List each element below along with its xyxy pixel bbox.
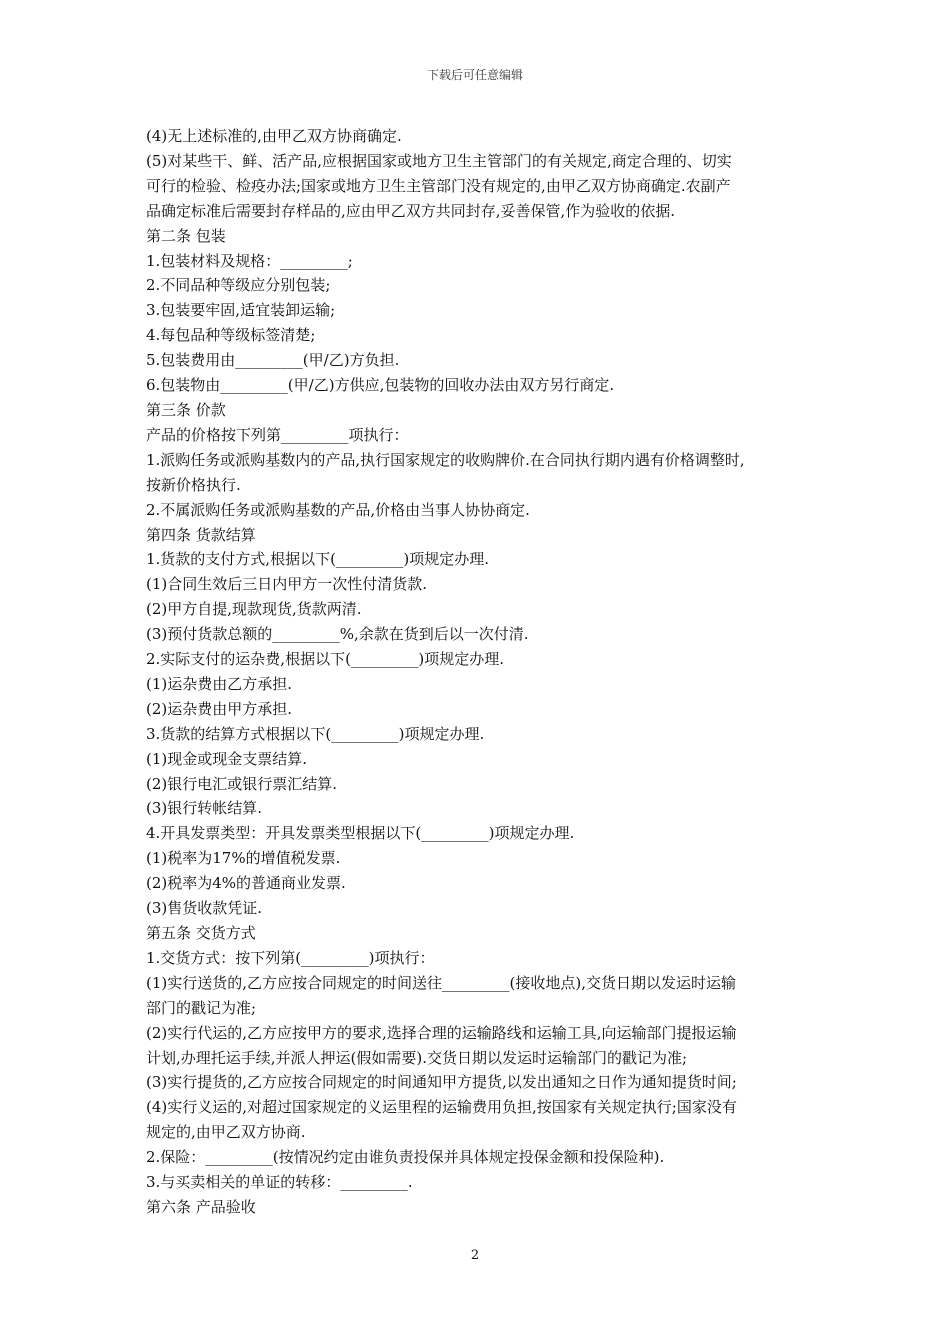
text-line: 第二条 包装	[146, 226, 226, 245]
text-line: (4)无上述标准的,由甲乙双方协商确定.	[146, 127, 402, 145]
text-line: (2)甲方自提,现款现货,货款两清.	[146, 600, 362, 619]
text-line: 2.实际支付的运杂费,根据以下(_________)项规定办理.	[146, 650, 505, 669]
text-line: (3)银行转帐结算.	[146, 799, 263, 818]
text-line: 3.包装要牢固,适宜装卸运输;	[146, 301, 336, 320]
text-line: 部门的戳记为准;	[146, 998, 257, 1017]
document-body	[146, 124, 814, 1220]
text-line: (2)银行电汇或银行票汇结算.	[146, 774, 338, 793]
text-line: (3)售货收款凭证.	[146, 899, 263, 918]
text-line: (1)税率为17%的增值税发票.	[146, 849, 341, 868]
text-line: (1)运杂费由乙方承担.	[146, 674, 293, 693]
text-line: 3.与买卖相关的单证的转移：_________.	[146, 1173, 413, 1192]
text-line: 4.开具发票类型：开具发票类型根据以下(_________)项规定办理.	[146, 824, 575, 843]
text-line: (3)预付货款总额的_________%,余款在货到后以一次付清.	[146, 625, 529, 644]
text-line: (5)对某些干、鲜、活产品,应根据国家或地方卫生主管部门的有关规定,商定合理的、切实	[146, 151, 732, 170]
text-line: 第六条 产品验收	[146, 1197, 256, 1216]
text-line: 第五条 交货方式	[146, 924, 256, 942]
text-line: 1.货款的支付方式,根据以下(_________)项规定办理.	[146, 550, 490, 569]
page-header: 下载后可任意编辑	[426, 68, 523, 82]
text-line: 第三条 价款	[146, 400, 226, 419]
text-line: 4.每包品种等级标签清楚;	[146, 326, 316, 345]
text-line: 计划,办理托运手续,并派人押运(假如需要).交货日期以发运时运输部门的戳记为准;	[146, 1048, 688, 1067]
text-line: 5.包装费用由_________(甲/乙)方负担.	[146, 351, 400, 370]
text-line: 2.不同品种等级应分别包装;	[146, 276, 331, 295]
text-line: (1)实行送货的,乙方应按合同规定的时间送往_________(接收地点),交货日期以发运时运输	[146, 973, 736, 992]
text-line: 1.派购任务或派购基数内的产品,执行国家规定的收购牌价.在合同执行期内遇有价格调整时,	[146, 450, 745, 469]
text-line: 产品的价格按下列第_________项执行：	[146, 425, 409, 444]
text-line: (3)实行提货的,乙方应按合同规定的时间通知甲方提货,以发出通知之日作为通知提货时间;	[146, 1073, 737, 1092]
text-line: 2.不属派购任务或派购基数的产品,价格由当事人协协商定.	[146, 500, 530, 519]
text-line: 1.交货方式：按下列第(_________)项执行：	[146, 948, 435, 967]
text-line: (1)合同生效后三日内甲方一次性付清货款.	[146, 575, 428, 594]
text-line: (2)实行代运的,乙方应按甲方的要求,选择合理的运输路线和运输工具,向运输部门提报运输	[146, 1023, 737, 1042]
text-line: 6.包装物由_________(甲/乙)方供应,包装物的回收办法由双方另行商定.	[146, 376, 615, 395]
text-line: (2)运杂费由甲方承担.	[146, 699, 293, 718]
page-number: 2	[470, 1248, 480, 1263]
text-line: (1)现金或现金支票结算.	[146, 749, 308, 768]
text-line: 3.货款的结算方式根据以下(_________)项规定办理.	[146, 724, 485, 743]
text-line: (4)实行义运的,对超过国家规定的义运里程的运输费用负担,按国家有关规定执行;国家没有	[146, 1098, 737, 1117]
text-line: 规定的,由甲乙双方协商.	[146, 1123, 306, 1142]
text-line: 2.保险：_________(按情况约定由谁负责投保并具体规定投保金额和投保险种).	[146, 1148, 665, 1167]
text-line: 第四条 货款结算	[146, 525, 256, 544]
text-line: 可行的检验、检疫办法;国家或地方卫生主管部门没有规定的,由甲乙双方协商确定.农副产	[146, 176, 731, 195]
text-line: (2)税率为4%的普通商业发票.	[146, 874, 346, 893]
text-line: 按新价格执行.	[146, 475, 241, 494]
text-line: 品确定标准后需要封存样品的,应由甲乙双方共同封存,妥善保管,作为验收的依据.	[146, 201, 676, 220]
text-line: 1.包装材料及规格：_________;	[146, 251, 353, 270]
